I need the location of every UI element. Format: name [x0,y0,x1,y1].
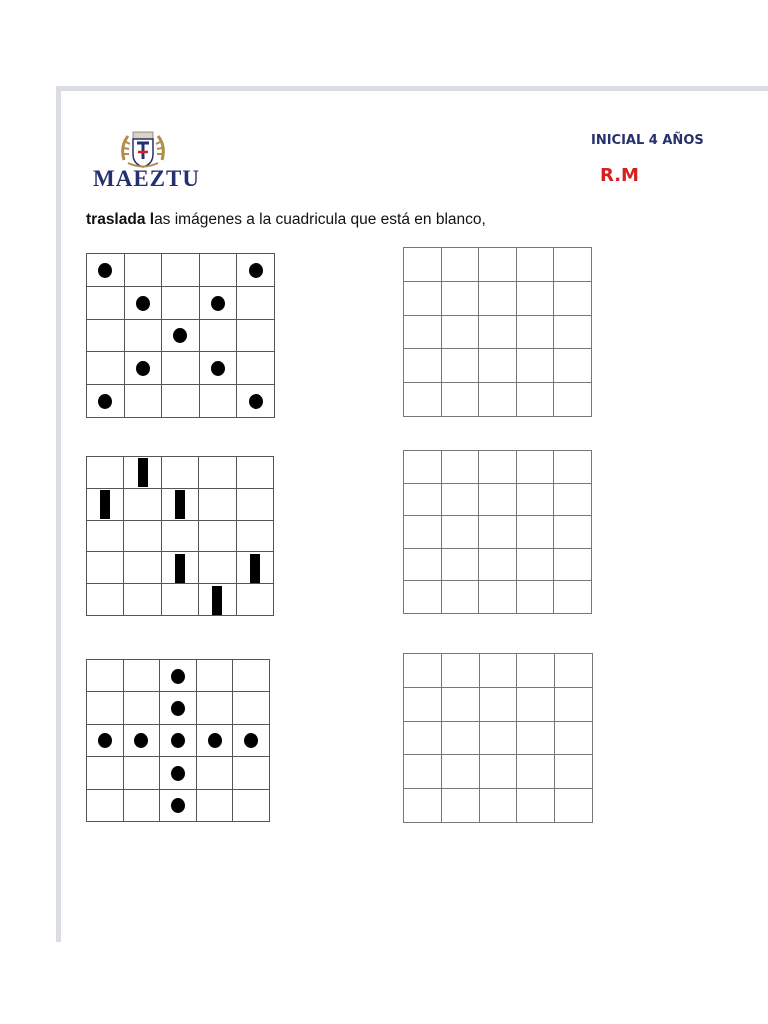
grid-cell[interactable] [479,484,517,517]
black-dot-shape [98,263,112,278]
grid-cell[interactable] [555,722,593,756]
grid-cell [87,757,124,789]
grid-cell[interactable] [442,248,480,282]
grid-cell [87,385,125,418]
grid-cell[interactable] [479,316,517,350]
grid-cell[interactable] [517,789,555,823]
grid-cell[interactable] [554,451,592,484]
grid-cell [87,320,125,353]
grid-cell [162,489,199,521]
grid-cell[interactable] [554,349,592,383]
grid-cell [160,660,197,692]
grid-cell[interactable] [404,516,442,549]
grid-cell [162,552,199,584]
grid-cell [87,584,124,616]
black-dot-shape [136,361,150,376]
grid-cell[interactable] [517,654,555,688]
grid-cell[interactable] [404,549,442,582]
grid-cell[interactable] [555,789,593,823]
grid-cell [124,790,161,822]
grid-cell[interactable] [404,688,442,722]
grid-cell[interactable] [442,789,480,823]
grid-cell [237,521,274,553]
grid-cell[interactable] [442,282,480,316]
black-dot-shape [136,296,150,311]
grid-cell [162,287,200,320]
grid-cell [199,584,236,616]
grid-cell [124,692,161,724]
grid-cell[interactable] [517,349,555,383]
crest-icon [118,130,168,170]
grid-cell [233,725,270,757]
grid-cell [124,521,161,553]
grid-cell [162,254,200,287]
grid-cell [237,584,274,616]
grid-cell[interactable] [517,282,555,316]
grid-cell [125,385,163,418]
grid-cell [200,385,238,418]
black-dot-shape [171,766,185,781]
grid-cell [87,552,124,584]
grid-cell[interactable] [517,316,555,350]
grid-cell [162,385,200,418]
blank-grid[interactable] [403,653,593,823]
black-dot-shape [171,701,185,716]
black-dot-shape [211,296,225,311]
grid-cell [124,725,161,757]
grid-cell [87,457,124,489]
black-dot-shape [249,263,263,278]
grid-cell [200,254,238,287]
school-name: MAEZTU [93,166,200,191]
grid-cell [233,790,270,822]
black-bar-shape [250,554,260,583]
grid-cell[interactable] [517,451,555,484]
grid-cell[interactable] [554,549,592,582]
grid-cell [162,457,199,489]
grid-cell [125,254,163,287]
grid-cell [162,320,200,353]
grid-cell[interactable] [480,654,518,688]
black-dot-shape [173,328,187,343]
grid-cell [233,692,270,724]
grid-cell [125,287,163,320]
grid-cell [200,287,238,320]
grid-cell [237,320,275,353]
grid-cell [237,489,274,521]
grid-cell[interactable] [404,755,442,789]
grid-cell [87,725,124,757]
grid-cell [197,660,234,692]
grid-cell[interactable] [404,248,442,282]
grid-cell [197,692,234,724]
grid-cell[interactable] [517,516,555,549]
grid-cell [200,352,238,385]
grid-cell [124,552,161,584]
blank-grid[interactable] [403,247,592,417]
grid-cell[interactable] [480,789,518,823]
black-dot-shape [244,733,258,748]
grid-cell [87,287,125,320]
grid-cell[interactable] [442,451,480,484]
blank-grid[interactable] [403,450,592,614]
grid-cell[interactable] [479,549,517,582]
black-dot-shape [171,798,185,813]
grid-cell[interactable] [554,282,592,316]
grid-cell[interactable] [517,688,555,722]
black-bar-shape [175,554,185,583]
black-bar-shape [138,458,148,487]
grid-cell[interactable] [404,316,442,350]
grid-cell[interactable] [517,484,555,517]
grid-cell[interactable] [442,755,480,789]
school-logo [88,130,203,192]
grid-cell [199,489,236,521]
black-bar-shape [175,490,185,519]
grid-cell [237,287,275,320]
grid-cell[interactable] [404,789,442,823]
grid-cell[interactable] [517,383,555,417]
grid-cell[interactable] [555,755,593,789]
grid-cell[interactable] [480,755,518,789]
grid-cell [197,790,234,822]
grade-level: INICIAL 4 AÑOS [591,133,704,148]
grid-cell[interactable] [555,654,593,688]
grid-cell[interactable] [404,349,442,383]
grid-cell [162,352,200,385]
grid-cell[interactable] [554,516,592,549]
grid-cell [87,692,124,724]
grid-cell[interactable] [404,484,442,517]
grid-cell[interactable] [404,383,442,417]
black-dot-shape [211,361,225,376]
author-initials: R.M [600,165,639,186]
grid-cell [124,757,161,789]
black-dot-shape [134,733,148,748]
grid-cell[interactable] [442,516,480,549]
grid-cell[interactable] [480,688,518,722]
instruction-text [86,211,486,229]
grid-cell [237,385,275,418]
grid-cell [87,521,124,553]
grid-cell[interactable] [517,248,555,282]
grid-cell [87,254,125,287]
grid-cell [87,790,124,822]
grid-cell[interactable] [442,688,480,722]
grid-cell[interactable] [442,383,480,417]
black-dot-shape [208,733,222,748]
grid-cell[interactable] [442,654,480,688]
grid-cell [237,457,274,489]
grid-cell [237,552,274,584]
black-dot-shape [98,733,112,748]
grid-cell[interactable] [404,282,442,316]
grid-cell[interactable] [554,383,592,417]
grid-cell[interactable] [442,581,480,614]
grid-cell[interactable] [554,484,592,517]
pattern-grid [86,456,274,616]
black-bar-shape [100,490,110,519]
grid-cell[interactable] [479,451,517,484]
grid-cell[interactable] [404,581,442,614]
pattern-grid [86,253,275,418]
grid-cell[interactable] [404,722,442,756]
grid-cell[interactable] [442,484,480,517]
grid-cell[interactable] [442,349,480,383]
grid-cell [124,584,161,616]
grid-cell [237,254,275,287]
grid-cell [124,489,161,521]
grid-cell[interactable] [442,722,480,756]
grid-cell [87,489,124,521]
grid-cell[interactable] [404,451,442,484]
grid-cell[interactable] [480,722,518,756]
grid-cell [233,757,270,789]
grid-cell[interactable] [517,549,555,582]
instruction-bold: traslada l [86,211,155,228]
grid-cell [199,552,236,584]
grid-cell[interactable] [554,316,592,350]
grid-cell [160,757,197,789]
pattern-grid [86,659,270,822]
grid-cell[interactable] [517,755,555,789]
grid-cell[interactable] [554,248,592,282]
grid-cell [197,757,234,789]
grid-cell[interactable] [479,581,517,614]
grid-cell [233,660,270,692]
grid-cell [87,660,124,692]
grid-cell [197,725,234,757]
black-dot-shape [98,394,112,409]
grid-cell [199,521,236,553]
grid-cell [125,320,163,353]
grid-cell [162,584,199,616]
grid-cell [199,457,236,489]
black-bar-shape [212,586,222,615]
grid-cell[interactable] [517,581,555,614]
grid-cell [162,521,199,553]
grid-cell [125,352,163,385]
grid-cell[interactable] [479,516,517,549]
grid-cell[interactable] [517,722,555,756]
grid-cell [160,790,197,822]
grid-cell [124,660,161,692]
grid-cell[interactable] [554,581,592,614]
black-dot-shape [249,394,263,409]
grid-cell [124,457,161,489]
grid-cell[interactable] [479,349,517,383]
grid-cell[interactable] [479,248,517,282]
grid-cell[interactable] [442,316,480,350]
grid-cell [200,320,238,353]
grid-cell[interactable] [442,549,480,582]
grid-cell [160,692,197,724]
instruction-rest: as imágenes a la cuadricula que está en blanco, [154,211,486,228]
grid-cell[interactable] [555,688,593,722]
black-dot-shape [171,669,185,684]
black-dot-shape [171,733,185,748]
grid-cell [160,725,197,757]
grid-cell[interactable] [404,654,442,688]
grid-cell[interactable] [479,383,517,417]
grid-cell [237,352,275,385]
grid-cell [87,352,125,385]
grid-cell[interactable] [479,282,517,316]
